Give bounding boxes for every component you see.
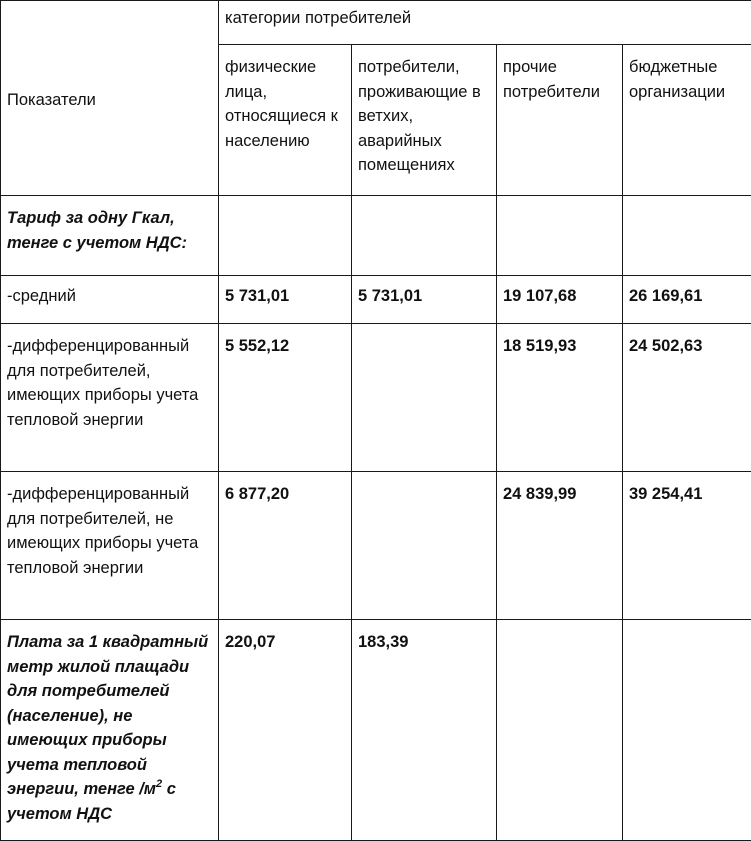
table-cell: 26 169,61 <box>623 276 751 324</box>
header-consumer-categories: категории потребителей <box>219 1 751 45</box>
table-cell: 6 877,20 <box>219 472 352 620</box>
table-cell: 18 519,93 <box>497 324 623 472</box>
table-row-diff-unmetered <box>1 472 751 620</box>
table-cell: 24 839,99 <box>497 472 623 620</box>
row-label-diff-unmetered: -дифференцированный для потребителей, не имеющих приборы учета тепловой энергии <box>1 472 219 620</box>
header-category-individuals: физические лица, относящиеся к населению <box>219 45 352 196</box>
header-category-dilapidated: потребители, проживающие в ветхих, аварийных помещениях <box>352 45 497 196</box>
table-cell <box>623 196 751 276</box>
table-cell <box>623 620 751 841</box>
table-cell <box>219 196 352 276</box>
header-indicators: Показатели <box>1 1 219 196</box>
header-category-other: прочие потребители <box>497 45 623 196</box>
table-cell <box>352 196 497 276</box>
table-cell: 19 107,68 <box>497 276 623 324</box>
table-cell <box>497 196 623 276</box>
table-cell <box>352 472 497 620</box>
table-row-average <box>1 276 751 324</box>
row-label-average: -средний <box>1 276 219 324</box>
table-cell <box>352 324 497 472</box>
row-label-fee-per-sqm <box>1 620 219 841</box>
table-cell <box>497 620 623 841</box>
fee-label-tail: с учетом НДС <box>7 780 176 823</box>
table-cell: 5 731,01 <box>352 276 497 324</box>
table-cell: 5 552,12 <box>219 324 352 472</box>
table-cell: 24 502,63 <box>623 324 751 472</box>
fee-label-superscript: 2 <box>156 778 162 790</box>
header-category-budget: бюджетные организации <box>623 45 751 196</box>
row-label-diff-metered: -дифференцированный для потребителей, имеющих приборы учета тепловой энергии <box>1 324 219 472</box>
table-row-fee-per-sqm <box>1 620 751 841</box>
table-row-tariff-title <box>1 196 751 276</box>
table-cell: 220,07 <box>219 620 352 841</box>
table-cell: 183,39 <box>352 620 497 841</box>
header-row-group <box>1 1 751 45</box>
table-cell: 39 254,41 <box>623 472 751 620</box>
row-label-tariff: Тариф за одну Гкал, тенге с учетом НДС: <box>1 196 219 276</box>
fee-label-main: Плата за 1 квадратный метр жилой плащади для потребителей (население), не имеющих приборы учета тепловой энергии, тенге /м <box>7 633 208 798</box>
table-row-diff-metered <box>1 324 751 472</box>
table-cell: 5 731,01 <box>219 276 352 324</box>
